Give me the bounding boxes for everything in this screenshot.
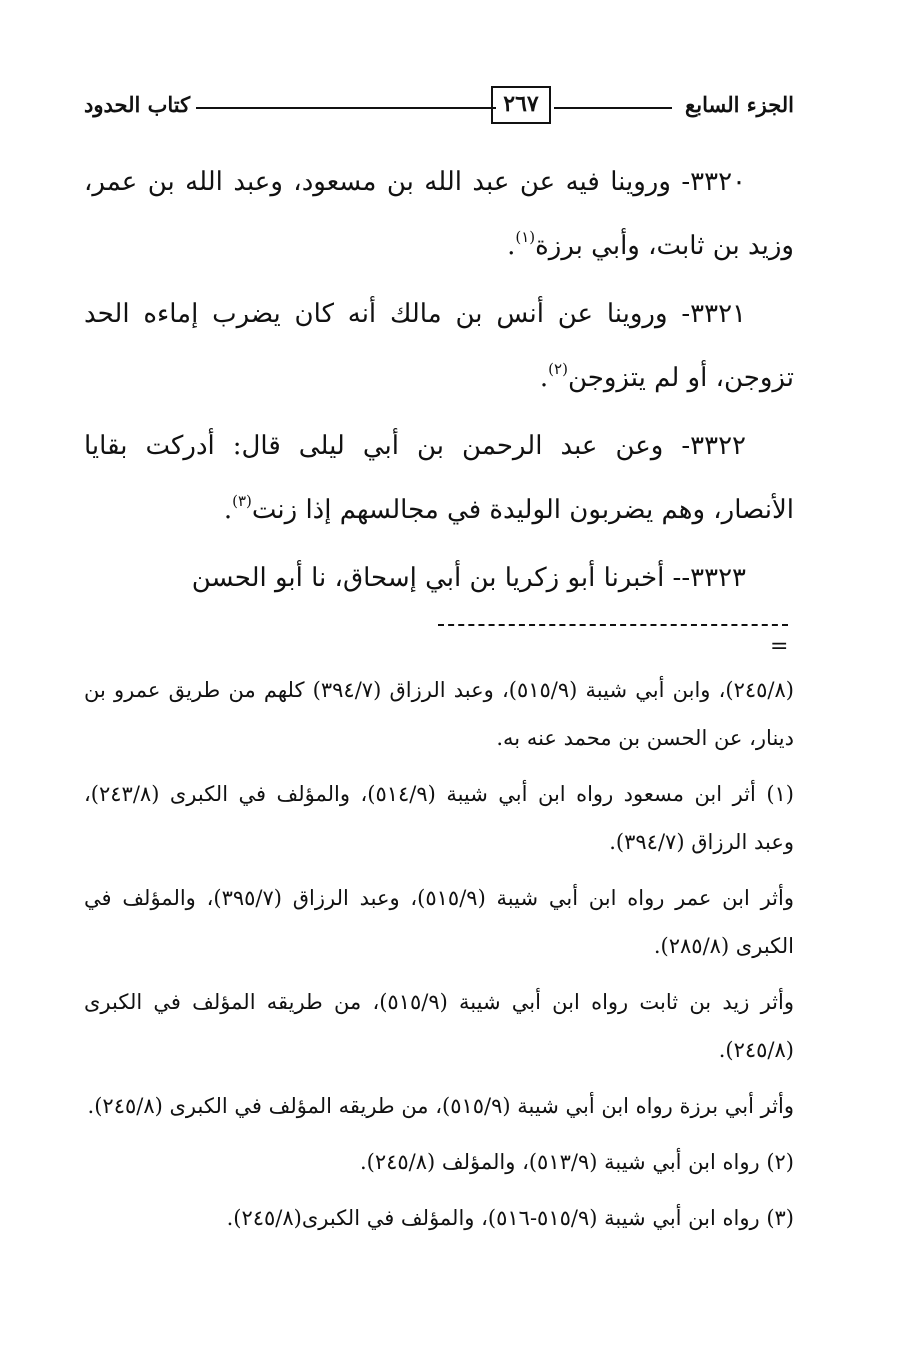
hadith-paragraph — [84, 546, 794, 610]
footnote-item: (٣) رواه ابن أبي شيبة (٥١٥/٩-٥١٦)، والمؤلف في الكبرى(٢٤٥/٨). — [226, 1206, 794, 1230]
footnotes — [84, 666, 794, 1242]
running-header — [84, 86, 794, 132]
footnote-item: (١) أثر ابن مسعود رواه ابن أبي شيبة (٥١٤/٩)، والمؤلف في الكبرى (٢٤٣/٨)، وعبد الرزاق (٣٩٤/٧). — [84, 782, 794, 854]
header-rule-right — [554, 107, 672, 109]
footnote-continuation-mark: = — [770, 634, 789, 659]
page-number-box: ٢٦٧ — [491, 86, 551, 124]
footnote-separator — [438, 624, 788, 626]
paragraph-end: . — [539, 363, 549, 393]
footnote-marker: (١) — [515, 228, 536, 246]
paragraph-text: ٣٣٢٣-- أخبرنا أبو زكريا بن أبي إسحاق، نا أبو الحسن — [191, 563, 746, 593]
hadith-paragraph — [84, 150, 794, 278]
main-text — [84, 150, 794, 610]
footnote-subitem: وأثر زيد بن ثابت رواه ابن أبي شيبة (٥١٥/٩)، من طريقه المؤلف في الكبرى (٢٤٥/٨). — [84, 990, 795, 1062]
footnote-continuation: (٢٤٥/٨)، وابن أبي شيبة (٥١٥/٩)، وعبد الرزاق (٣٩٤/٧) كلهم من طريق عمرو بن دينار، عن الحسن بن محمد عنه به. — [84, 678, 794, 750]
paragraph-text: ٣٣٢١- وروينا عن أنس بن مالك أنه كان يضرب إماءه الحد تزوجن، أو لم يتزوجن — [84, 299, 794, 393]
paragraph-text: ٣٣٢٠- وروينا فيه عن عبد الله بن مسعود، وعبد الله بن عمر، وزيد بن ثابت، وأبي برزة — [84, 167, 794, 261]
hadith-paragraph — [84, 282, 794, 410]
paragraph-end: . — [507, 231, 516, 261]
volume-title: الجزء السابع — [685, 92, 794, 117]
hadith-paragraph — [84, 414, 794, 542]
paragraph-text: ٣٣٢٢- وعن عبد الرحمن بن أبي ليلى قال: أدركت بقايا الأنصار، وهم يضربون الوليدة في مجالسهم إذا زنت — [84, 431, 794, 525]
footnote-subitem: وأثر ابن عمر رواه ابن أبي شيبة (٥١٥/٩)، وعبد الرزاق (٣٩٥/٧)، والمؤلف في الكبرى (٢٨٥/٨). — [84, 886, 794, 958]
footnote-subitem: وأثر أبي برزة رواه ابن أبي شيبة (٥١٥/٩)، من طريقه المؤلف في الكبرى (٢٤٥/٨). — [87, 1094, 794, 1118]
header-rule-left — [196, 107, 496, 109]
footnote-item: (٢) رواه ابن أبي شيبة (٥١٣/٩)، والمؤلف (٢٤٥/٨). — [359, 1150, 794, 1174]
paragraph-end: . — [223, 495, 233, 525]
chapter-title: كتاب الحدود — [84, 92, 191, 117]
footnote-marker: (٢) — [548, 360, 568, 378]
footnote-marker: (٣) — [232, 492, 252, 510]
